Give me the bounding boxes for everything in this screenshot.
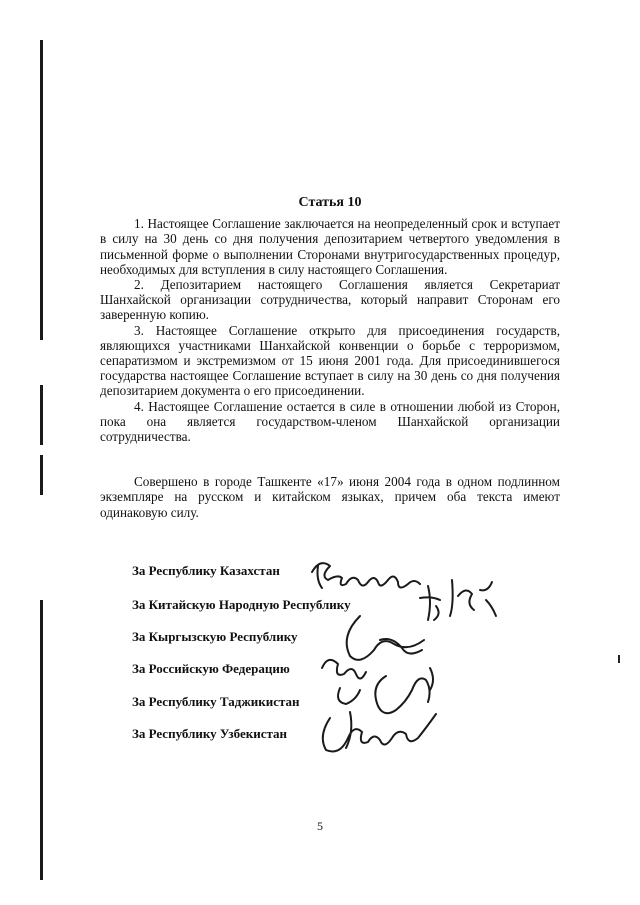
signature-uzbekistan [323, 714, 436, 752]
signatory-line: За Республику Казахстан [132, 563, 280, 578]
document-body [100, 195, 560, 520]
signature-kazakhstan [312, 563, 420, 587]
scan-edge-mark [40, 385, 43, 445]
scan-edge-mark [40, 600, 43, 880]
signature-russia [322, 660, 366, 704]
article-paragraph: 3. Настоящее Соглашение открыто для присоединения государств, являющихся участниками Шанхайской конвенции о борьбе с терроризмом, сепаратизмом и экстремизмом от 15 июня 2001 года. Для присоединившегося государства настоящее Соглашение вступает в силу на 30 день со дня получения депозитарием документа о его присоединении. [100, 322, 560, 399]
article-paragraph: 2. Депозитарием настоящего Соглашения является Секретариат Шанхайской организации сотрудничества, который направит Сторонам его заверенную копию. [100, 277, 560, 323]
scan-speck [618, 655, 620, 663]
signature-china [420, 580, 496, 620]
signatory-line: За Китайскую Народную Республику [132, 597, 351, 612]
signatory-line: За Республику Таджикистан [132, 694, 300, 709]
scan-edge-mark [40, 40, 43, 340]
article-title: Статья 10 [298, 195, 362, 210]
scan-edge-mark [40, 455, 43, 495]
signatory-line: За Кыргызскую Республику [132, 629, 298, 644]
signature-kyrgyzstan [347, 616, 424, 660]
page-number: 5 [317, 819, 323, 833]
signatory-line: За Республику Узбекистан [132, 726, 287, 741]
article-paragraph: 1. Настоящее Соглашение заключается на неопределенный срок и вступает в силу на 30 день со дня получения депозитарием четвертого уведомления в письменной форме о выполнении Сторонами внутригосударственных процедур, необходимых для вступления в силу настоящего Соглашения. [100, 216, 560, 277]
article-paragraph: 4. Настоящее Соглашение остается в силе в отношении любой из Сторон, пока она является государством-членом Шанхайской организации сотрудничества. [100, 398, 560, 445]
done-statement: Совершено в городе Ташкенте «17» июня 2004 года в одном подлинном экземпляре на русском и китайском языках, причем оба текста имеют одинаковую силу. [100, 474, 560, 520]
signature-tajikistan [375, 668, 433, 713]
signatory-line: За Российскую Федерацию [132, 661, 290, 676]
